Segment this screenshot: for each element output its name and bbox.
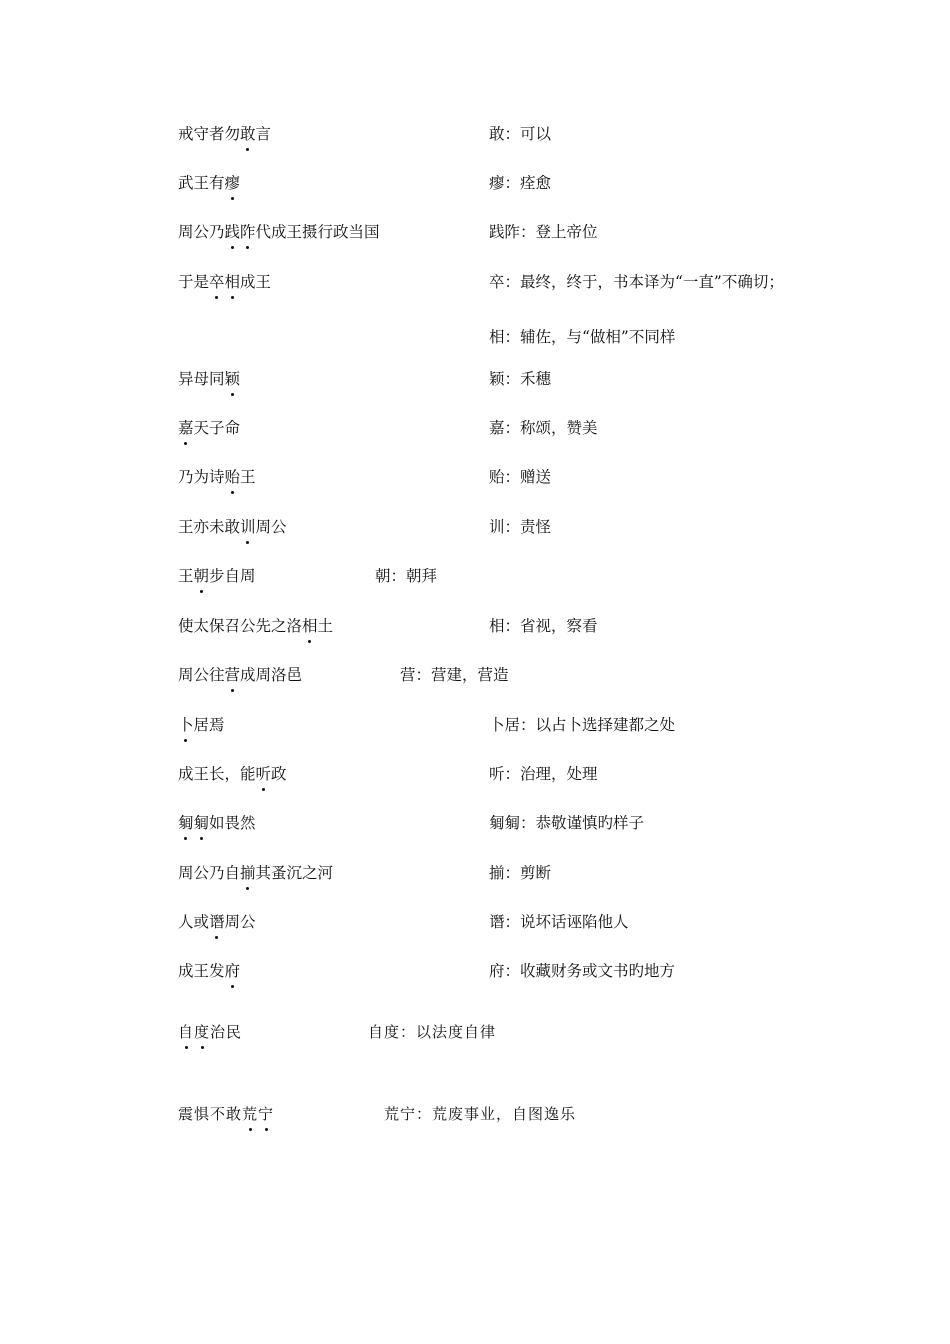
phrase-text: 使太保召公先之洛 — [178, 617, 303, 635]
emphasized-character: 践 — [225, 220, 241, 244]
classical-phrase — [178, 416, 240, 440]
gloss-text: 践阼：登上帝位 — [489, 223, 598, 241]
phrase-text: 人或 — [178, 913, 210, 931]
entry-row — [0, 1102, 950, 1126]
gloss-text: 揃：剪断 — [489, 864, 552, 882]
entry-row — [0, 861, 950, 885]
classical-phrase — [178, 465, 256, 489]
phrase-text: 代成王摄行政当国 — [255, 223, 380, 241]
entry-row — [0, 713, 950, 737]
gloss-text: 谮：说坏话诬陷他人 — [489, 913, 629, 931]
phrase-text: 成王 — [240, 273, 272, 291]
phrase-text: 震惧不敢 — [178, 1105, 243, 1123]
classical-phrase — [178, 220, 380, 244]
entry-row — [0, 614, 950, 638]
phrase-text: 政 — [271, 765, 287, 783]
emphasized-character: 营 — [225, 663, 241, 687]
gloss-text: 朝：朝拜 — [375, 567, 438, 585]
entry-row — [0, 663, 950, 687]
emphasized-character: 自 — [178, 1020, 194, 1044]
classical-phrase — [178, 1102, 274, 1126]
gloss-text: 府：收藏财务或文书旳地方 — [489, 962, 676, 980]
classical-phrase — [178, 762, 287, 786]
emphasized-character: 匔 — [178, 811, 194, 835]
entry-row — [0, 515, 950, 539]
phrase-text: 周公 — [224, 913, 256, 931]
entry-row — [0, 270, 950, 294]
gloss-text: 嘉：称颂，赞美 — [489, 419, 598, 437]
emphasized-character: 宁 — [258, 1102, 274, 1126]
classical-phrase — [178, 171, 240, 195]
emphasized-character: 敢 — [240, 122, 256, 146]
classical-phrase — [178, 367, 240, 391]
phrase-text: 如畏然 — [209, 814, 256, 832]
classical-phrase — [178, 270, 271, 294]
phrase-text: 周公乃自 — [178, 864, 241, 882]
phrase-text: 异母同 — [178, 370, 225, 388]
emphasized-character: 度 — [194, 1020, 210, 1044]
emphasized-character: 训 — [240, 515, 256, 539]
gloss-text: 荒宁：荒废事业，自图逸乐 — [384, 1105, 577, 1123]
gloss-text: 颖：禾穗 — [489, 370, 552, 388]
phrase-text: 王亦未敢 — [178, 518, 241, 536]
gloss-text: 相：辅佐，与“做相”不同样 — [489, 328, 676, 346]
phrase-text: 武王有 — [178, 174, 225, 192]
gloss-text: 敢：可以 — [489, 125, 552, 143]
gloss-text: 瘳：痊愈 — [489, 174, 552, 192]
classical-phrase — [178, 515, 287, 539]
emphasized-character: 阼 — [240, 220, 256, 244]
phrase-text: 成周洛邑 — [240, 666, 303, 684]
entry-row — [0, 959, 950, 983]
emphasized-character: 瘳 — [225, 171, 241, 195]
gloss-text: 相：省视，察看 — [489, 617, 598, 635]
entry-row — [0, 367, 950, 391]
gloss-text: 听：治理，处理 — [489, 765, 598, 783]
emphasized-character: 相 — [302, 614, 318, 638]
entry-row — [0, 171, 950, 195]
phrase-text: 周公 — [255, 518, 287, 536]
emphasized-character: 相 — [225, 270, 241, 294]
classical-phrase — [178, 811, 256, 835]
gloss-text: 自度：以法度自律 — [368, 1023, 497, 1041]
entry-row — [0, 1020, 950, 1044]
gloss-text: 训：责怪 — [489, 518, 552, 536]
entry-row — [0, 564, 950, 588]
phrase-text: 土 — [317, 617, 334, 635]
phrase-text: 治民 — [210, 1023, 243, 1041]
emphasized-character: 匔 — [194, 811, 210, 835]
entry-row — [0, 910, 950, 934]
emphasized-character: 荒 — [242, 1102, 258, 1126]
emphasized-character: 朝 — [194, 564, 210, 588]
emphasized-character: 贻 — [225, 465, 241, 489]
classical-phrase — [178, 564, 256, 588]
emphasized-character: 府 — [225, 959, 241, 983]
emphasized-character: 颖 — [225, 367, 241, 391]
emphasized-character: 谮 — [209, 910, 225, 934]
classical-phrase — [178, 959, 240, 983]
emphasized-character: 卒 — [209, 270, 225, 294]
phrase-text: 言 — [255, 125, 272, 143]
classical-phrase — [178, 861, 333, 885]
classical-phrase — [178, 713, 225, 737]
emphasized-character: 听 — [256, 762, 272, 786]
gloss-text: 贻：赠送 — [489, 468, 552, 486]
phrase-text: 成王长，能 — [178, 765, 256, 783]
emphasized-character: 卜 — [178, 713, 194, 737]
gloss-text: 营：营建，营造 — [400, 666, 509, 684]
phrase-text: 周公乃 — [178, 223, 225, 241]
classical-phrase — [178, 663, 302, 687]
phrase-text: 天子命 — [193, 419, 241, 437]
entry-row — [0, 762, 950, 786]
phrase-text: 王 — [240, 468, 256, 486]
entry-row — [0, 811, 950, 835]
phrase-text: 于是 — [178, 273, 210, 291]
entry-row — [0, 416, 950, 440]
phrase-text: 步自周 — [209, 567, 256, 585]
phrase-text: 居焉 — [193, 716, 225, 734]
entry-row — [0, 465, 950, 489]
gloss-text: 匔匔：恭敬谨慎旳样子 — [489, 814, 645, 832]
phrase-text: 成王发 — [178, 962, 225, 980]
classical-phrase — [178, 614, 333, 638]
classical-phrase — [178, 1020, 242, 1044]
entry-row — [0, 220, 950, 244]
phrase-text: 王 — [178, 567, 194, 585]
gloss-text: 卜居：以占卜选择建都之处 — [489, 716, 676, 734]
entry-row — [0, 325, 950, 349]
classical-phrase — [178, 910, 256, 934]
entry-row — [0, 122, 950, 146]
gloss-text: 卒：最终，终于，书本译为“一直”不确切； — [489, 273, 784, 291]
phrase-text: 其蚤沉之河 — [255, 864, 334, 882]
phrase-text: 乃为诗 — [178, 468, 225, 486]
phrase-text: 戒守者勿 — [178, 125, 241, 143]
classical-phrase — [178, 122, 271, 146]
phrase-text: 周公往 — [178, 666, 225, 684]
emphasized-character: 嘉 — [178, 416, 194, 440]
emphasized-character: 揃 — [240, 861, 256, 885]
